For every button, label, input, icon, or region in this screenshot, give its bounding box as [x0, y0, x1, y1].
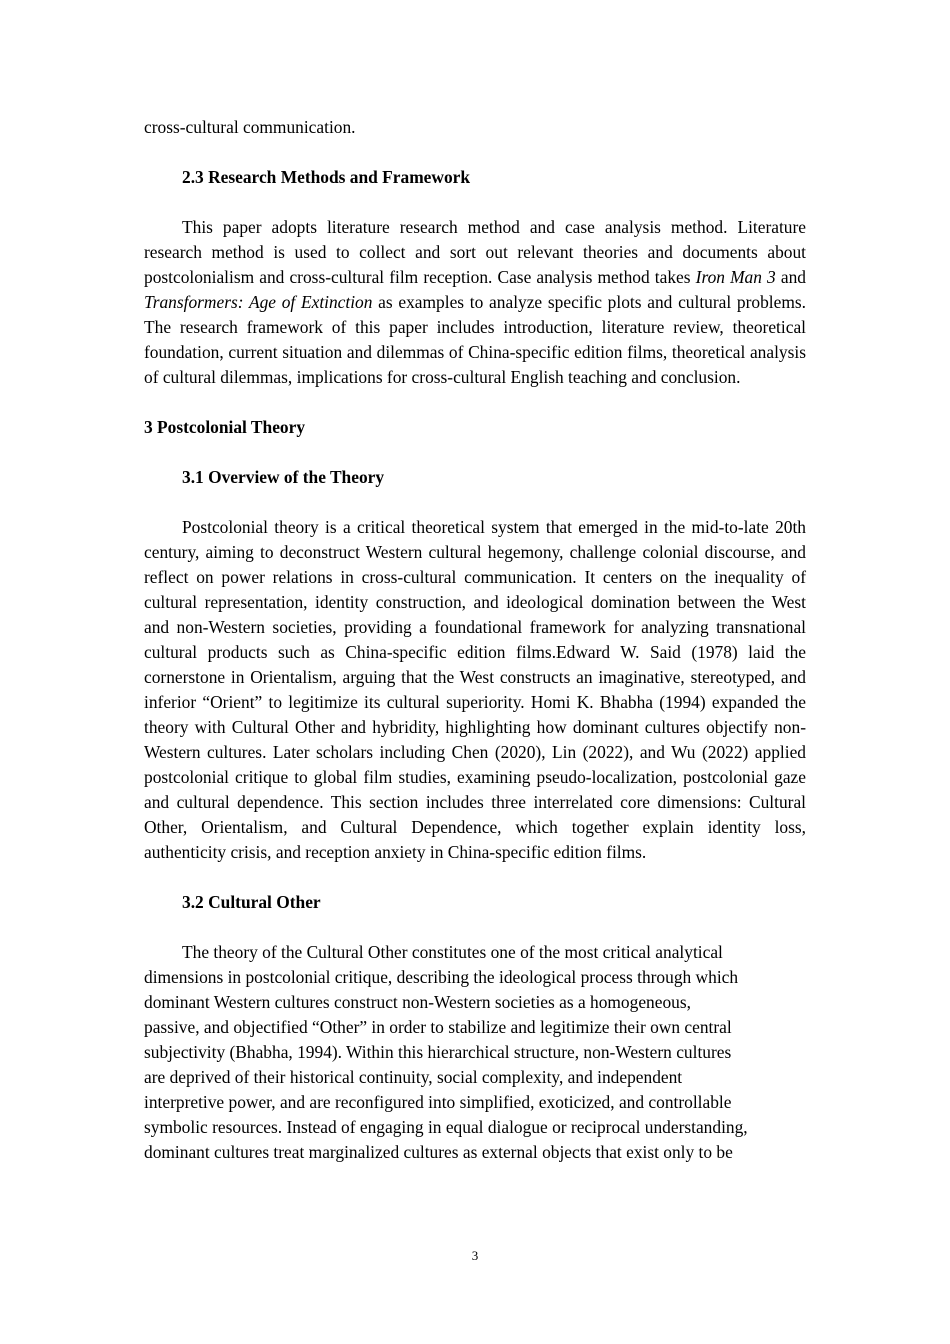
spacer — [144, 865, 806, 890]
paragraph-line: interpretive power, and are reconfigured into simplified, exoticized, and controllable — [144, 1092, 732, 1112]
paragraph-line: symbolic resources. Instead of engaging in equal dialogue or reciprocal understanding, — [144, 1117, 748, 1137]
paragraph-line: passive, and objectified “Other” in order to stabilize and legitimize their own central — [144, 1017, 732, 1037]
section-3-2-paragraph — [144, 940, 806, 1165]
section-3-1-paragraph: Postcolonial theory is a critical theoretical system that emerged in the mid-to-late 20th century, aiming to deconstruct Western cultural hegemony, challenge colonial discourse, and reflect on power relations in cross-cultural communication. It centers on the inequality of cultural representation, identity construction, and ideological domination between the West and non-Western societies, providing a foundational framework for analyzing transnational cultural products such as China-specific edition films.Edward W. Said (1978) laid the cornerstone in Orientalism, arguing that the West constructs an imaginative, stereotyped, and inferior “Orient” to legitimize its cultural superiority. Homi K. Bhabha (1994) expanded the theory with Cultural Other and hybridity, highlighting how dominant cultures objectify non-Western cultures. Later scholars including Chen (2020), Lin (2022), and Wu (2022) applied postcolonial critique to global film studies, examining pseudo-localization, postcolonial gaze and cultural dependence. This section includes three interrelated core dimensions: Cultural Other, Orientalism, and Cultural Dependence, which together explain identity loss, authenticity crisis, and reception anxiety in China-specific edition films. — [144, 517, 806, 862]
paragraph-text: This paper adopts literature research method and case analysis method. Literature research method is used to collect and sort out relevant theories and documents about postcolonialism and cross-cultural film reception. Case analysis method takes — [144, 217, 806, 287]
paragraph-line: The theory of the Cultural Other constitutes one of the most critical analytical — [182, 942, 723, 962]
spacer — [144, 190, 806, 215]
paragraph-text: as examples to analyze specific plots and cultural problems. The research framework of this paper includes introduction, literature review, theoretical foundation, current situation and dilemmas of China-specific edition films, theoretical analysis of cultural dilemmas, implications for cross-cultural English teaching and conclusion. — [144, 292, 806, 387]
section-2-3-heading: 2.3 Research Methods and Framework — [182, 167, 471, 187]
film-title: Transformers: Age of Extinction — [144, 292, 373, 312]
paragraph-line: dominant Western cultures construct non-Western societies as a homogeneous, — [144, 992, 691, 1012]
spacer — [144, 440, 806, 465]
film-title: Iron Man 3 — [695, 267, 776, 287]
section-3-heading: 3 Postcolonial Theory — [144, 417, 306, 437]
spacer — [144, 915, 806, 940]
section-3-1-heading: 3.1 Overview of the Theory — [182, 467, 385, 487]
paragraph-line: dimensions in postcolonial critique, describing the ideological process through which — [144, 967, 739, 987]
spacer — [144, 140, 806, 165]
paragraph-line: subjectivity (Bhabha, 1994). Within this hierarchical structure, non-Western cultures — [144, 1042, 732, 1062]
paragraph-line: dominant cultures treat marginalized cultures as external objects that exist only to be — [144, 1142, 733, 1162]
page-body — [144, 115, 806, 1165]
section-3-2-heading: 3.2 Cultural Other — [182, 892, 321, 912]
page-number: 3 — [471, 1248, 479, 1263]
section-2-3-paragraph — [144, 215, 806, 390]
spacer — [144, 490, 806, 515]
paragraph-text: and — [775, 267, 806, 287]
paragraph-line: are deprived of their historical continuity, social complexity, and independent — [144, 1067, 683, 1087]
spacer — [144, 390, 806, 415]
continuation-text: cross-cultural communication. — [144, 117, 356, 137]
